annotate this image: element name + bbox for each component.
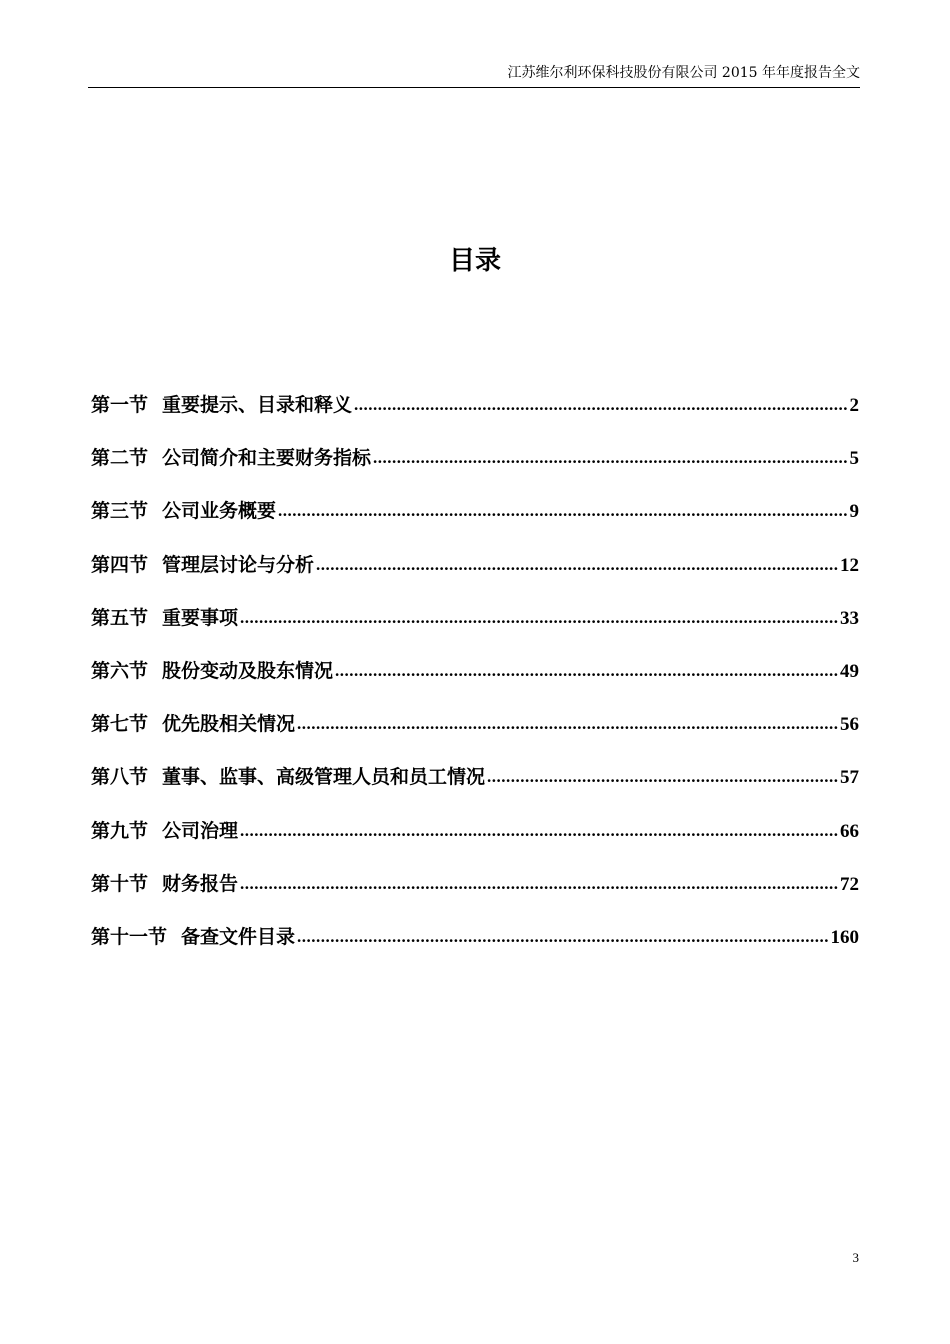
- toc-section-number: 第十一节: [91, 925, 168, 948]
- toc-dot-leader: [335, 659, 838, 681]
- toc-entry[interactable]: [91, 443, 859, 496]
- toc-entry[interactable]: [91, 709, 859, 762]
- toc-page-number: 56: [840, 714, 859, 736]
- toc-section-number: 第八节: [91, 766, 149, 789]
- toc-dot-leader: [240, 872, 838, 894]
- toc-dot-leader: [297, 712, 838, 734]
- toc-section-title: 公司业务概要: [162, 500, 277, 523]
- toc-dot-leader: [297, 925, 828, 947]
- table-of-contents: [91, 390, 859, 975]
- toc-entry[interactable]: [91, 550, 859, 603]
- toc-page-number: 57: [840, 767, 859, 789]
- toc-page-number: 160: [830, 926, 859, 948]
- toc-page-number: 9: [849, 501, 859, 523]
- running-header: 江苏维尔利环保科技股份有限公司 2015 年年度报告全文: [507, 65, 860, 81]
- toc-section-number: 第九节: [91, 819, 149, 842]
- toc-dot-leader: [316, 553, 838, 575]
- header-divider: [88, 87, 860, 88]
- toc-entry[interactable]: [91, 762, 859, 815]
- toc-entry[interactable]: [91, 390, 859, 443]
- toc-section-title: 股份变动及股东情况: [162, 659, 334, 682]
- toc-section-title: 公司简介和主要财务指标: [162, 447, 372, 470]
- toc-section-title: 财务报告: [162, 872, 239, 895]
- toc-section-title: 公司治理: [162, 819, 239, 842]
- toc-section-number: 第四节: [91, 553, 149, 576]
- toc-section-title: 重要事项: [162, 606, 239, 629]
- toc-section-title: 优先股相关情况: [162, 713, 296, 736]
- toc-page-number: 72: [840, 873, 859, 895]
- toc-dot-leader: [354, 393, 847, 415]
- toc-page-number: 12: [840, 554, 859, 576]
- toc-dot-leader: [487, 765, 838, 787]
- toc-entry[interactable]: [91, 603, 859, 656]
- toc-page-number: 33: [840, 607, 859, 629]
- toc-section-number: 第六节: [91, 659, 149, 682]
- toc-entry[interactable]: [91, 656, 859, 709]
- toc-section-number: 第一节: [91, 394, 149, 416]
- toc-entry[interactable]: [91, 922, 859, 975]
- toc-dot-leader: [278, 499, 847, 521]
- toc-section-number: 第五节: [91, 606, 149, 629]
- toc-entry[interactable]: [91, 869, 859, 922]
- toc-page-number: 49: [840, 660, 859, 682]
- page-title: 目录: [448, 246, 501, 277]
- toc-section-title: 重要提示、目录和释义: [162, 394, 353, 416]
- toc-page-number: 2: [849, 395, 859, 416]
- toc-entry[interactable]: [91, 496, 859, 549]
- toc-section-title: 备查文件目录: [181, 925, 296, 948]
- page-number: 3: [852, 1250, 859, 1265]
- toc-dot-leader: [240, 606, 838, 628]
- toc-dot-leader: [373, 446, 847, 468]
- toc-page-number: 66: [840, 820, 859, 842]
- toc-page-number: 5: [849, 448, 859, 470]
- toc-section-title: 董事、监事、高级管理人员和员工情况: [162, 766, 486, 789]
- toc-section-number: 第十节: [91, 872, 149, 895]
- toc-entry[interactable]: [91, 816, 859, 869]
- toc-section-number: 第二节: [91, 447, 149, 470]
- toc-section-number: 第七节: [91, 713, 149, 736]
- toc-section-title: 管理层讨论与分析: [162, 553, 315, 576]
- toc-section-number: 第三节: [91, 500, 149, 523]
- toc-dot-leader: [240, 819, 838, 841]
